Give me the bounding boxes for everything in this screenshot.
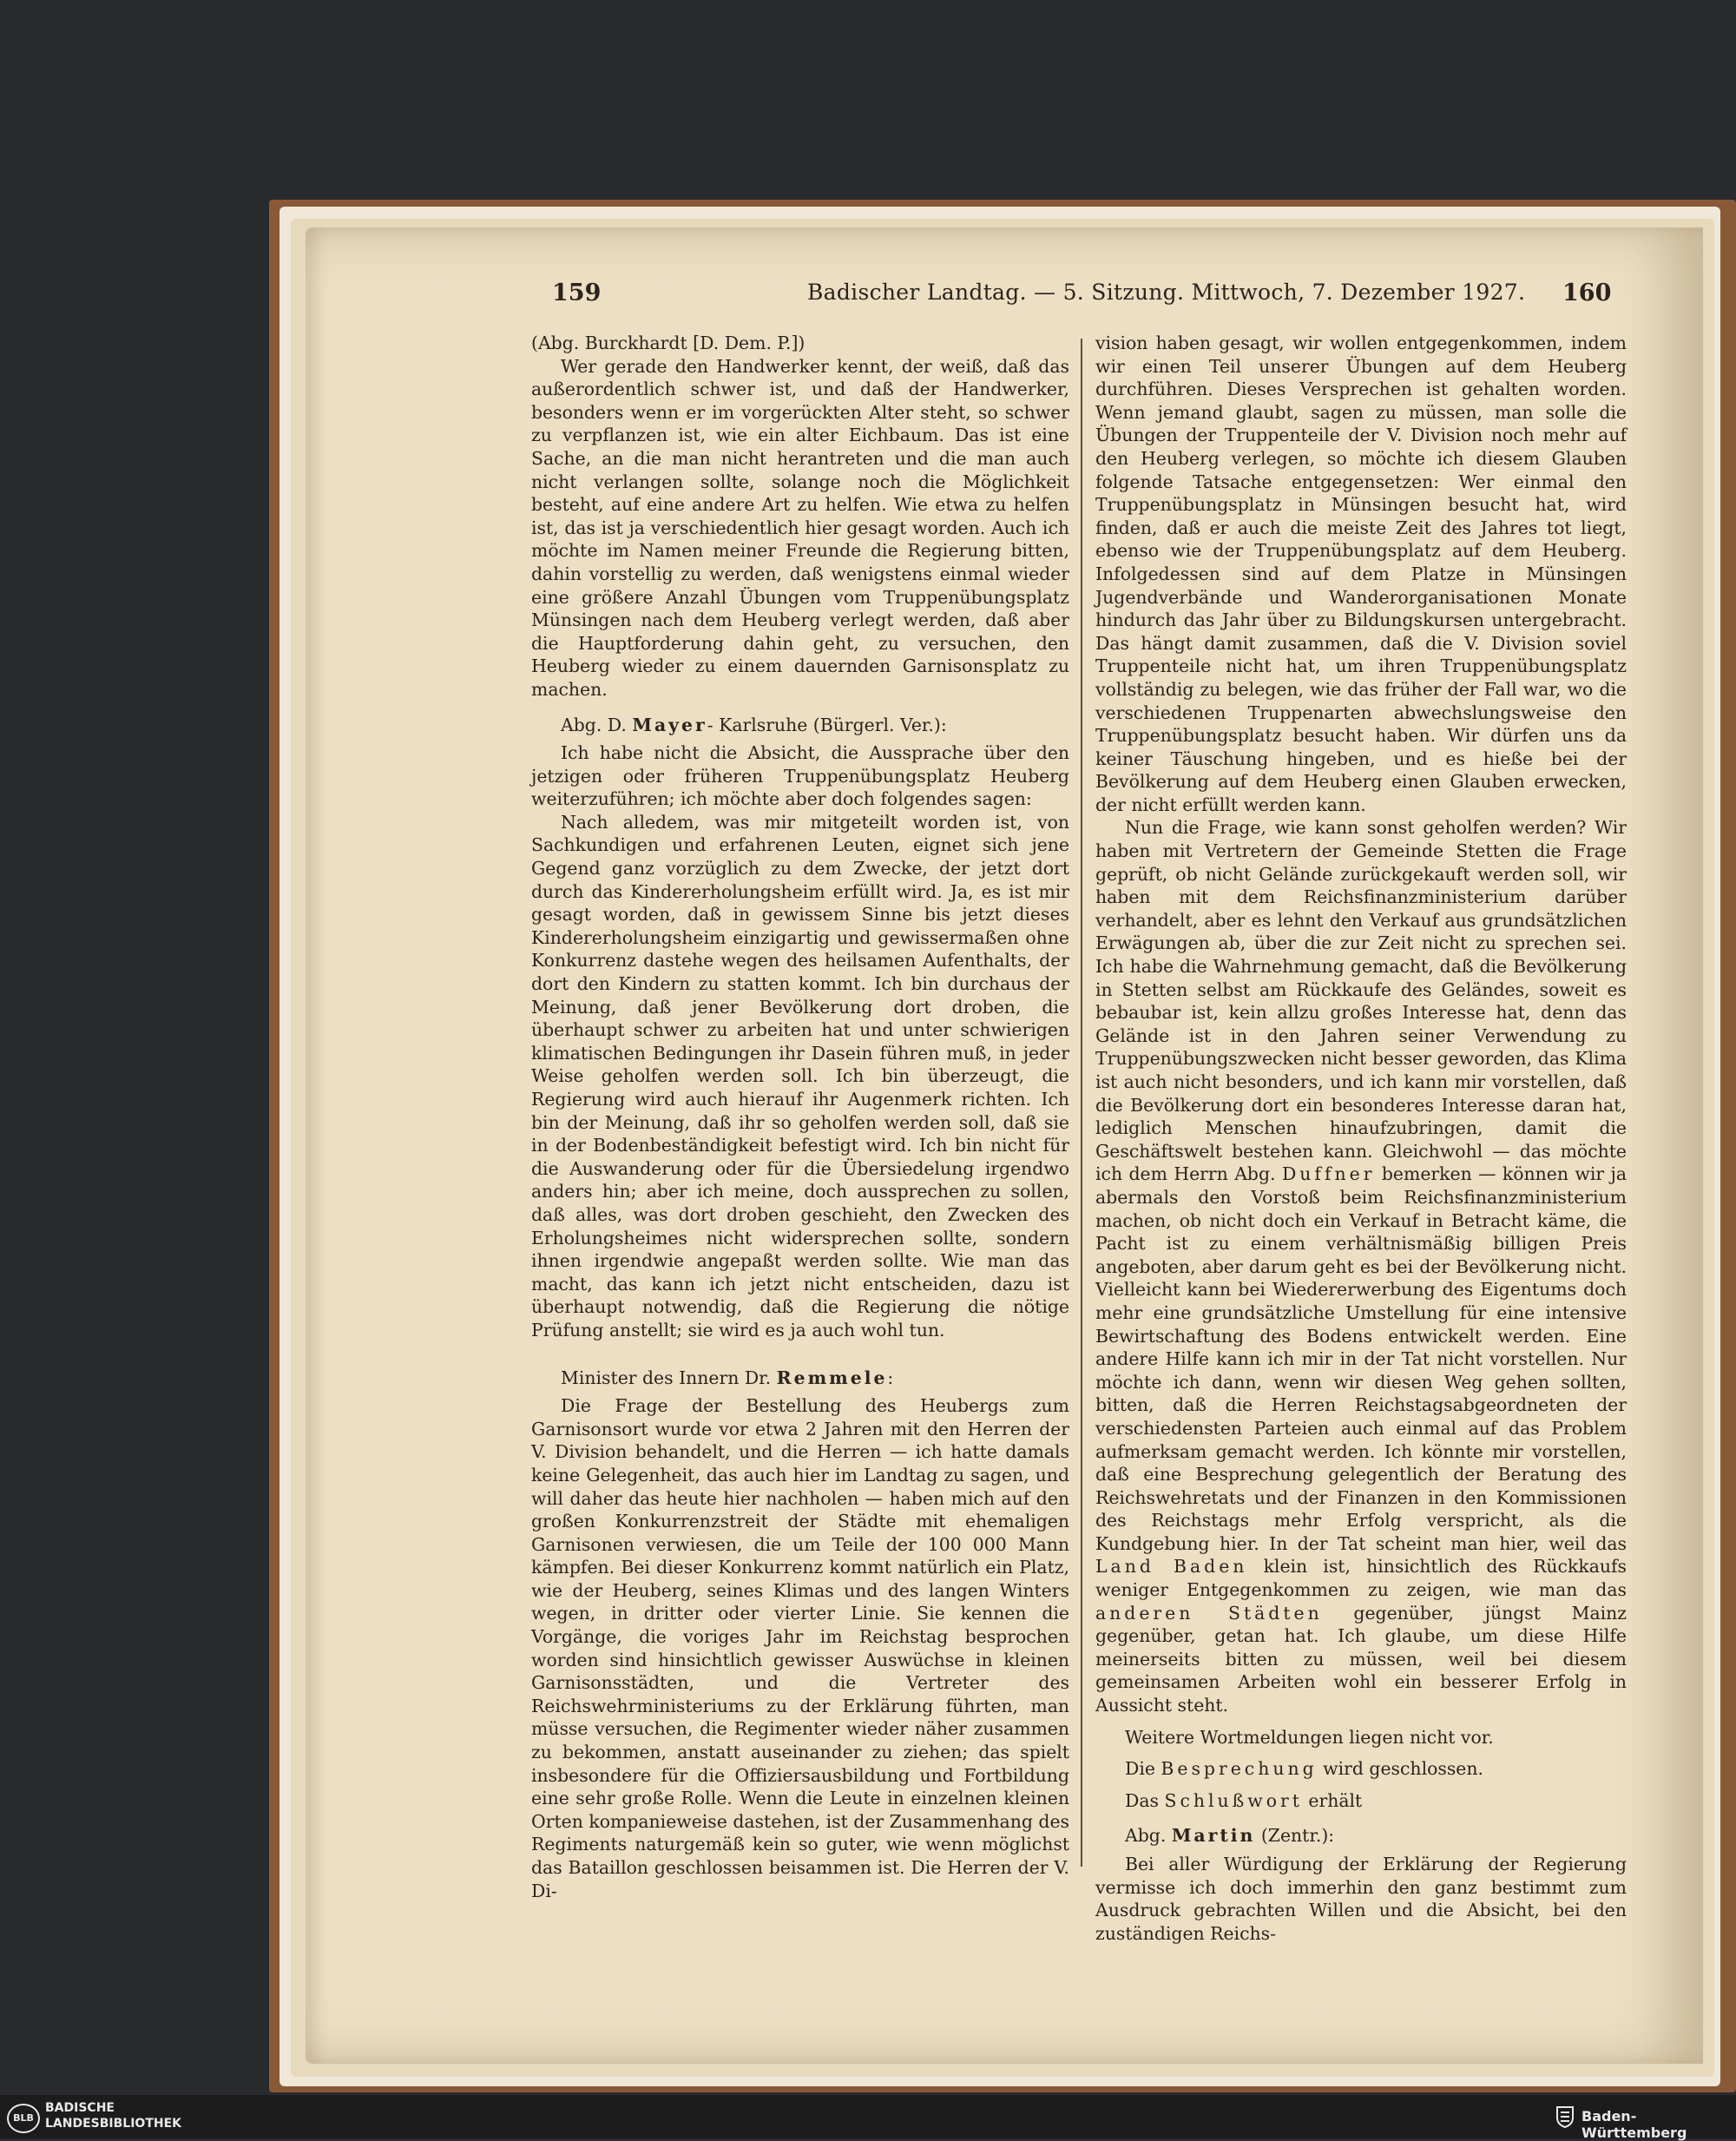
library-name-line: BADISCHE [45,2101,115,2115]
right-column [1095,332,1627,1945]
speaker-suffix: - Karlsruhe (Bürgerl. Ver.): [707,714,947,735]
left-column [531,332,1069,1902]
speaker-heading [531,1367,1069,1390]
running-header [0,280,1736,314]
page-number-right: 160 [1562,280,1612,306]
page-number-left: 159 [552,280,602,306]
speaker-suffix: (Zentr.): [1260,1825,1335,1847]
speaker-suffix: : [887,1367,894,1388]
paragraph [1095,1757,1627,1781]
text-run: bemerken — können wir ja abermals den Vorstoß beim Reichsfinanzministerium machen, ob nicht doch ein Verkauf in Betracht käme, die Pacht ist zu einem verhältnismäßig billigen Preis angeboten, aber darum geht es bei der Bevölkerung nicht. Vielleicht kann bei Wiedererwerbung des Eigentums doch mehr eine grundsätzliche Umstellung für eine intensive Bewirtschaftung des Bodens entwickelt werden. Eine andere Hilfe kann ich mir in der Tat nicht vorstellen. Nur möchte ich dann, wenn wir diesen Weg gehen sollten, bitten, daß die Herren Reichstagsabgeordneten der verschiedensten Parteien auch einmal auf das Problem aufmerksam gemacht werden. Ich könnte mir vorstellen, daß eine Besprechung gelegentlich der Beratung des Reichswehretats und der Finanzen in den Kommissionen des Reichstags mehr Erfolg verspricht, als die Kundgebung hier. In der Tat scheint man hier, weil das [1095,1163,1627,1554]
paragraph: Weitere Wortmeldungen liegen nicht vor. [1125,1726,1494,1748]
paragraph [1095,816,1627,1716]
column-divider [1081,339,1082,1867]
speaker-prefix: Abg. D. [561,714,627,735]
text-run: wird geschlossen. [1323,1758,1483,1780]
paragraph: Nach alledem, was mir mitgeteilt worden ist, von Sachkundigen und erfahrenen Leuten, eignet sich jene Gegend ganz vorzüglich zu dem Zwecke, der jetzt dort durch das Kindererholungsheim erfüllt wird. Ja, es ist mir gesagt worden, daß in gewissem Sinne bis jetzt dieses Kindererholungsheim einzigartig und gewissermaßen ohne Konkurrenz dastehe wegen des heilsamen Aufenthalts, der dort den Kindern zu statten kommt. Ich bin durchaus der Meinung, daß jener Bevölkerung dort droben, die überhaupt schwer zu arbeiten hat und unter schwierigen klimatischen Bedingungen ihr Dasein führen muß, in jeder Weise geholfen werden soll. Ich bin überzeugt, die Regierung wird auch hierauf ihr Augenmerk richten. Ich bin der Meinung, daß ihr so geholfen werden soll, daß sie in der Bodenbeständigkeit befestigt wird. Ich bin nicht für die Auswanderung oder für die Übersiedelung irgendwo anders hin; aber ich meine, doch aussprechen zu sollen, daß alles, was dort droben geschieht, den Zwecken des Erholungsheimes nicht widersprechen sollte, sondern ihnen irgendwie angepaßt werden sollte. Wie man das macht, das kann ich jetzt nicht entscheiden, dazu ist überhaupt notwendig, daß die Regierung die nötige Prüfung anstellt; sie wird es ja auch wohl tun. [531,811,1069,1341]
state-name: Baden-Württemberg [1581,2108,1687,2141]
viewer-footer [0,2095,1736,2141]
speaker-continuation: (Abg. Burckhardt [D. Dem. P.]) [531,333,806,353]
library-name [45,2100,181,2131]
text-run: Das [1125,1789,1159,1811]
paragraph: Ich habe nicht die Absicht, die Aussprache über den jetzigen oder früheren Truppenübungsplatz Heuberg weiterzuführen; ich möchte aber doch folgendes sagen: [531,742,1069,810]
spaced-word: Besprechung [1161,1758,1318,1780]
speaker-heading [531,714,1069,737]
spaced-name: anderen Städten [1095,1602,1323,1624]
spaced-word: Schlußwort [1164,1789,1303,1811]
speaker-name: Martin [1171,1825,1256,1847]
paragraph: Die Frage der Bestellung des Heubergs zum Garnisonsort wurde vor etwa 2 Jahren mit den Herren der V. Division behandelt, und die Herren — ich hatte damals keine Gelegenheit, das auch hier im Landtag zu sagen, und will daher das heute hier nachholen — haben mich auf den großen Konkurrenzstreit der Städte mit ehemaligen Garnisonen verwiesen, die um Teile der 100 000 Mann kämpfen. Bei dieser Konkurrenz kommt natürlich ein Platz, wie der Heuberg, seines Klimas und des langen Winters wegen, in dritter oder vierter Linie. Sie kennen die Vorgänge, die voriges Jahr im Reichstag besprochen worden sind hinsichtlich gewisser Auswüchse in kleinen Garnisonsstädten, und die Vertreter des Reichswehrministeriums zu der Erklärung führten, man müsse versuchen, die Regimenter wieder näher zusammen zu bekommen, anstatt auseinander zu ziehen; das spielt insbesondere für die Offiziersausbildung und Fortbildung eine sehr große Rolle. Wenn die Leute in einzelnen kleinen Orten kompanieweise dastehen, ist der Zusammenhang des Regiments naturgemäß kein so guter, wie wenn möglichst das Bataillon geschlossen beisammen ist. Die Herren der V. Di- [531,1395,1069,1901]
library-logo-icon: BLB [7,2104,40,2133]
text-run: Nun die Frage, wie kann sonst geholfen werden? Wir haben mit Vertretern der Gemeinde Stetten die Frage geprüft, ob nicht Gelände zurückgekauft werden soll, wir haben mit dem Reichsfinanzministerium darüber verhandelt, aber es lehnt den Verkauf aus grundsätzlichen Erwägungen ab, über die zur Zeit nicht zu sprechen sei. Ich habe die Wahrnehmung gemacht, daß die Bevölkerung in Stetten selbst am Rückkaufe des Geländes, soweit es bebaubar ist, kein allzu großes Interesse hat, denn das Gelände ist in den Jahren seiner Verwendung zu Truppenübungszwecken nicht besser geworden, das Klima ist auch nicht besonders, und ich kann mir vorstellen, daß die Bevölkerung dort ein besonderes Interesse daran hat, lediglich Menschen hinaufzubringen, damit die Geschäftswelt bestehen kann. Gleichwohl — das möchte ich dem Herrn Abg. [1095,817,1627,1185]
paragraph [1095,1789,1627,1813]
speaker-heading [1095,1824,1627,1848]
running-title: Badischer Landtag. — 5. Sitzung. Mittwoch, 7. Dezember 1927. [807,280,1526,305]
spaced-name: Land Baden [1095,1556,1248,1578]
state-crest-icon [1555,2105,1575,2128]
library-name-line: LANDESBIBLIOTHEK [45,2117,182,2131]
speaker-name: Mayer [632,714,707,735]
speaker-prefix: Abg. [1125,1825,1167,1847]
paragraph: Bei aller Würdigung der Erklärung der Regierung vermisse ich doch immerhin den ganz bestimmt zum Ausdruck gebrachten Willen und die Absicht, bei den zuständigen Reichs- [1095,1854,1627,1944]
paragraph: vision haben gesagt, wir wollen entgegenkommen, indem wir einen Teil unserer Übungen auf dem Heuberg durchführen. Dieses Versprechen ist gehalten worden. Wenn jemand glaubt, sagen zu müssen, man solle die Übungen der Truppenteile der V. Division noch mehr auf den Heuberg verlegen, so möchte ich diesem Glauben folgende Tatsache entgegensetzen: Wer einmal den Truppenübungsplatz in Münsingen besucht hat, wird finden, daß er auch die meiste Zeit des Jahres tot liegt, ebenso wie der Truppenübungsplatz auf dem Heuberg. Infolgedessen sind auf dem Platze in Münsingen Jugendverbände und Wanderorganisationen Monate hindurch das Jahr über zu Bildungskursen untergebracht. Das hängt damit zusammen, daß die V. Division soviel Truppenteile nicht hat, um ihren Truppenübungsplatz vollständig zu belegen, wie das früher der Fall war, wo die verschiedenen Truppenarten abwechslungsweise den Truppenübungsplatz besucht haben. Wir dürfen uns da keiner Täuschung hingeben, und es hieße bei der Bevölkerung auf dem Heuberg einen Glauben erwecken, der nicht erfüllt werden kann. [1095,333,1627,815]
paragraph: Wer gerade den Handwerker kennt, der weiß, daß das außerordentlich schwer ist, und daß der Handwerker, besonders wenn er im vorgerückten Alter steht, so schwer zu verpflanzen ist, wie ein alter Eichbaum. Das ist eine Sache, an die man nicht herantreten und die man auch nicht verlangen sollte, solange noch die Möglichkeit besteht, auf eine andere Art zu helfen. Wie etwa zu helfen ist, das ist ja verschiedentlich hier gesagt worden. Auch ich möchte im Namen meiner Freunde die Regierung bitten, dahin vorstellig zu werden, daß wenigstens einmal wieder eine größere Anzahl Übungen vom Truppenübungsplatz Münsingen nach dem Heuberg verlegt werden, daß aber die Hauptforderung dahin geht, zu versuchen, den Heuberg wieder zu einem dauernden Garnisonsplatz zu machen. [531,355,1069,700]
text-run: erhält [1308,1789,1363,1811]
text-run: klein ist, hinsichtlich des Rückkaufs weniger Entgegenkommen zu zeigen, wie man das [1095,1556,1627,1601]
text-run: gegenüber, jüngst Mainz gegenüber, getan hat. Ich glaube, um diese Hilfe meinerseits bitten zu müssen, weil bei diesem gemeinsamen Arbeiten wohl ein besserer Erfolg in Aussicht steht. [1095,1602,1628,1716]
spaced-name: Duffner [1281,1163,1376,1185]
speaker-prefix: Minister des Innern Dr. [561,1367,772,1388]
text-run: Die [1125,1758,1155,1780]
speaker-name: Remmele [776,1367,888,1388]
